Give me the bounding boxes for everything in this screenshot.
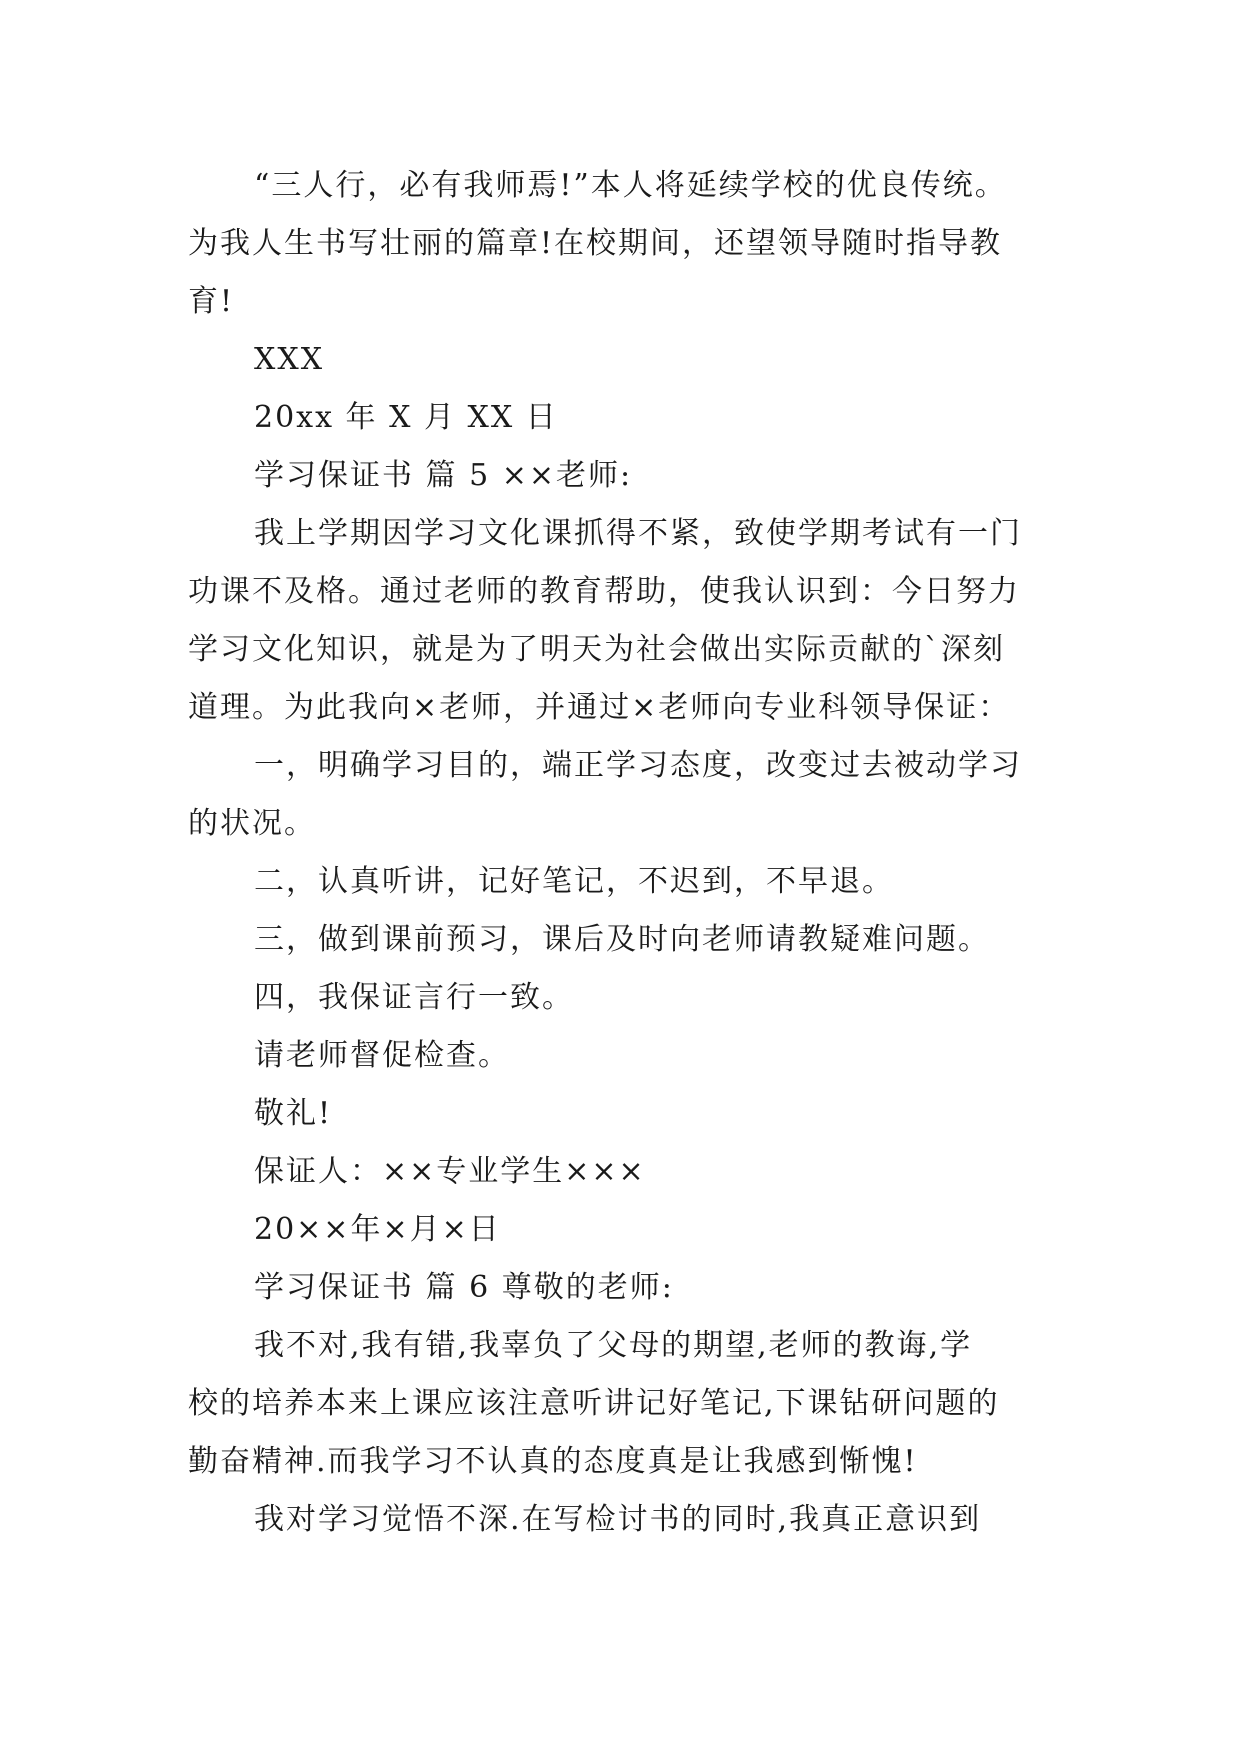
text-line: 学习文化知识，就是为了明天为社会做出实际贡献的`深刻 <box>188 632 1005 667</box>
section-heading-6: 学习保证书 篇 6 尊敬的老师: <box>254 1270 674 1305</box>
text-line: 育! <box>188 284 235 319</box>
guarantor-date: 20××年×月×日 <box>254 1212 501 1247</box>
text-line: 的状况。 <box>188 806 316 841</box>
salutation: 敬礼! <box>254 1096 333 1131</box>
text-line: 勤奋精神.而我学习不认真的态度真是让我感到惭愧! <box>188 1444 918 1479</box>
pledge-item-4: 四，我保证言行一致。 <box>254 980 574 1015</box>
text-line: 道理。为此我向×老师，并通过×老师向专业科领导保证： <box>188 690 1011 725</box>
text-line: 我上学期因学习文化课抓得不紧，致使学期考试有一门 <box>254 516 1022 551</box>
pledge-item-2: 二，认真听讲，记好笔记，不迟到，不早退。 <box>254 864 894 899</box>
guarantor-line: 保证人：××专业学生××× <box>254 1154 646 1189</box>
signature-date: 20xx 年 X 月 XX 日 <box>254 400 558 435</box>
text-line: 我不对,我有错,我辜负了父母的期望,老师的教诲,学 <box>254 1328 973 1363</box>
text-line: 为我人生书写壮丽的篇章!在校期间，还望领导随时指导教 <box>188 226 1003 261</box>
signature-name: XXX <box>254 342 325 377</box>
text-line: 请老师督促检查。 <box>254 1038 510 1073</box>
text-line: 功课不及格。通过老师的教育帮助，使我认识到：今日努力 <box>188 574 1020 609</box>
text-line: 校的培养本来上课应该注意听讲记好笔记,下课钻研问题的 <box>188 1386 1000 1421</box>
text-line: “三人行，必有我师焉!”本人将延续学校的优良传统。 <box>254 168 1007 203</box>
pledge-item-3: 三，做到课前预习，课后及时向老师请教疑难问题。 <box>254 922 990 957</box>
document-body <box>188 157 1068 1549</box>
section-heading-5: 学习保证书 篇 5 ××老师: <box>254 458 633 493</box>
pledge-item-1: 一，明确学习目的，端正学习态度，改变过去被动学习 <box>254 748 1022 783</box>
text-line: 我对学习觉悟不深.在写检讨书的同时,我真正意识到 <box>254 1502 982 1537</box>
